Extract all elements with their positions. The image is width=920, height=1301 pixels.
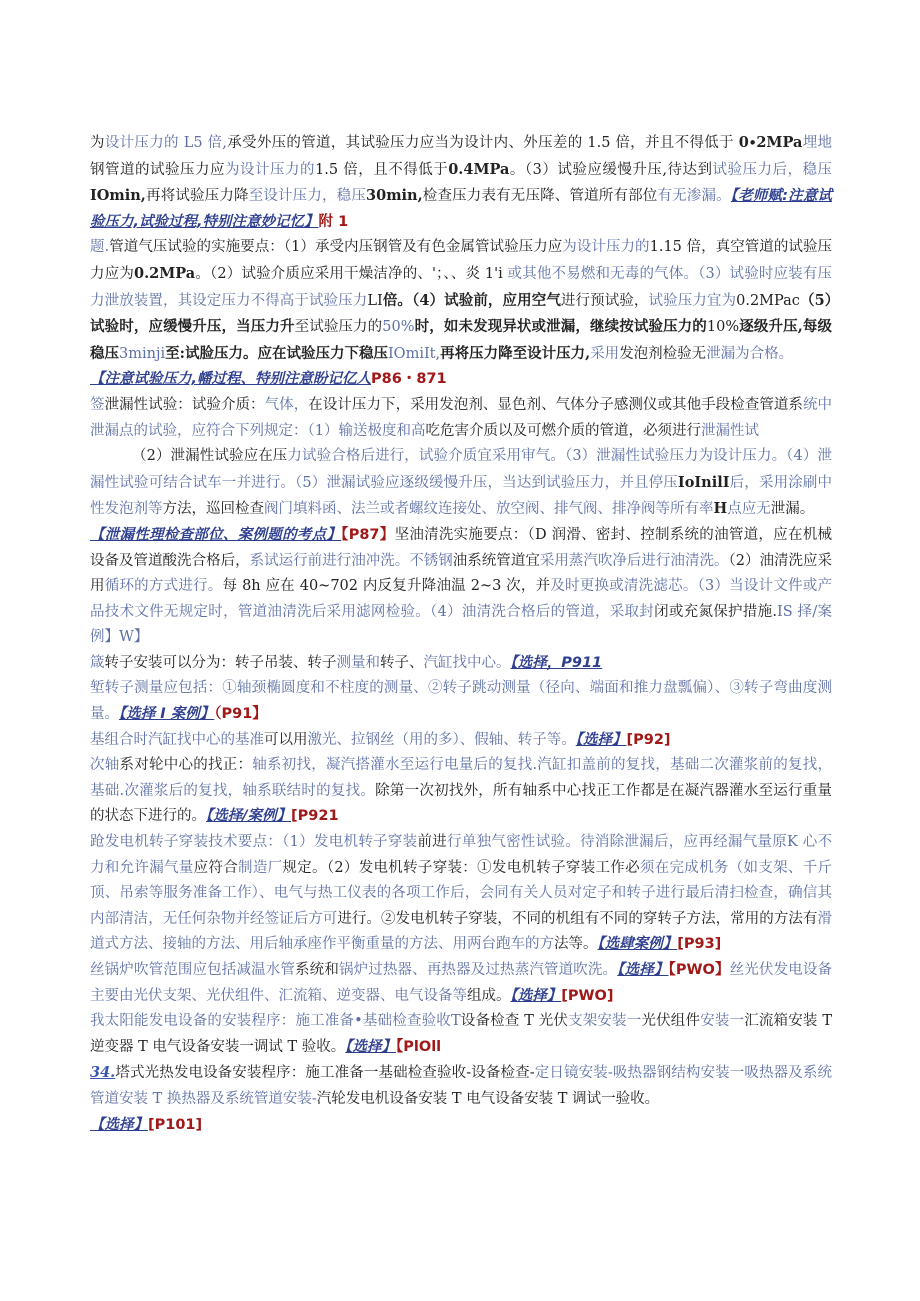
- paragraph-final-tag: [90, 1113, 832, 1139]
- text: 承受外压的管道，其试验压力应当为设计内、外压差的 1.5 倍，并且不得低于: [226, 135, 739, 151]
- text-bold: 时，如未发现异状或泄漏，继续按试验压力的: [414, 318, 707, 336]
- text-gray: 审气。（3）: [521, 448, 597, 465]
- paragraph-note: [90, 367, 832, 393]
- text: 汽轮发电机设备安装 T 电气设备安装 T 调试一验收。: [316, 1090, 660, 1107]
- text: 方法，巡回检查: [162, 501, 264, 518]
- text-gray: 箴: [90, 654, 105, 671]
- text-gray: 阀门填料函、法兰或者螺纹连接处、放空阀、排气阀、排净阀等所有率: [264, 501, 714, 518]
- text-gray: 气体，: [264, 396, 309, 413]
- page-ref: [P921: [291, 808, 339, 825]
- text: 光伏组件: [641, 1013, 701, 1030]
- text-gray: 为设计压力的: [562, 239, 650, 256]
- paragraph-rotor-measure: [90, 676, 832, 727]
- text: 1.5 倍，且不得低于: [315, 161, 449, 178]
- text: 10%: [706, 319, 740, 336]
- note-tag: 【泄漏性理检查部位、案例题的考点】: [90, 526, 342, 543]
- text-gray: 试验压力宜为: [648, 292, 737, 309]
- text-gray: 及时更换或清洗滤芯。（3）当设计文件或产品技术文件无规定时，管道油清洗后采: [90, 578, 833, 620]
- text: 0.2MPac: [736, 292, 800, 309]
- text-bold: 再将压力降至设计压力,: [440, 344, 591, 362]
- select-case-tag: 【选肆案例】: [597, 936, 678, 953]
- select-tag: 【选择，P911: [510, 654, 603, 671]
- page-ref: [P93]: [677, 936, 722, 953]
- text: 油系统管道宜: [452, 552, 540, 569]
- text: 。（2）试验介质应采用干燥洁净的、'；、、炎 1'i: [195, 265, 508, 282]
- paragraph-gas-test: [90, 235, 832, 367]
- page-ref: P86・871: [371, 371, 447, 388]
- text-gray: 3minji: [119, 345, 166, 362]
- page-ref: 附 1: [318, 213, 349, 230]
- text-gray: 滑道式: [90, 910, 833, 953]
- text-bold: H: [713, 500, 728, 518]
- text-gray: 循环的方式进行。: [104, 578, 223, 595]
- text: 转子安装可以分为：转子: [104, 654, 264, 671]
- text-gray: 制造厂: [238, 859, 283, 876]
- text-gray: 泄漏为合格。: [706, 345, 794, 362]
- text: 除第一次初找外，所有轴系中心找正工作都是在凝汽器灌水至运行重量的状态下进行的。: [90, 782, 833, 825]
- text-gray: 级缓慢升压，当达到试验压力，并且停压: [414, 474, 678, 491]
- text: 规定。（2）发电机转子穿装：①发电机转子穿装工作必: [282, 859, 640, 876]
- page-ref: [PWO]: [561, 987, 614, 1004]
- text: 泄漏。: [770, 501, 815, 518]
- text-gray: 泄漏性试: [700, 422, 759, 439]
- page-ref: 【PlOll: [396, 1038, 442, 1055]
- text-gray: 次轴: [90, 757, 120, 774]
- text-gray: 统中泄漏点的试验，应符合下列规定：（1）输送极度和高: [90, 396, 833, 439]
- text: 再将试验压力降: [145, 188, 249, 205]
- text-gray: 须在完成机务（如支架、千斤顶、吊索等服务准备工作）、电气与热工仪表的各项工作后，会同有关人员对定子和转子进行最后清扫检查，确信其内部清洁，无任何杂物并经签证后方可: [90, 859, 833, 927]
- text: 每 8h 应在 40~702 内反复升降油温 2~3 次，并: [222, 578, 551, 595]
- text: 1.15 倍，真空管道的试验压力应为: [90, 239, 833, 282]
- text-gray: 定日镜安装-吸热器钢结构安装一吸热器及系统管道安装 T 换热器及系统管道安装-: [90, 1065, 833, 1107]
- text-gray: 方法、接轴的方法、用后轴承座作平衡重量的方法、用两台跑车的方: [119, 936, 554, 953]
- paragraph-rotor-install: [90, 651, 832, 677]
- text-gray: 测量和: [336, 654, 380, 671]
- text-gray: 或其他不易燃和无毒的气体。（3）试验时应装有压力泄放装置，其设定压力不得高于试验压力: [90, 265, 833, 309]
- select-tag: 【选择】: [617, 962, 669, 978]
- text-bold: 逐级升压,每级稳压: [90, 318, 832, 362]
- page-ref: （P91】: [214, 706, 267, 723]
- text-gray: 我太阳能发电设备的安装程序：施工准备•基础检查验收: [90, 1013, 451, 1030]
- select-case-tag: 【选择 I 案例】: [119, 706, 215, 723]
- paragraph-solar-install: [90, 1009, 832, 1060]
- text-gray: 锅炉过热器、再热器及过热蒸汽管道吹洗。: [338, 962, 618, 978]
- text: 可以用: [264, 731, 308, 748]
- text-gray: 转子穿装: [358, 834, 418, 851]
- text: 钢管道的试验压力应: [90, 161, 226, 178]
- text-gray: 后，采用涂刷中性发泡剂等: [90, 474, 833, 518]
- paragraph-pressure-test: [90, 130, 832, 235]
- select-tag: 【选择】: [345, 1038, 397, 1055]
- select-tag: 【选择】: [575, 731, 627, 748]
- text: 设备检查 T 光伏: [460, 1013, 569, 1030]
- select-case-tag: 【选择/案例】: [206, 808, 292, 825]
- text: 进行。②发电机转子穿装，不同的机组有不同的穿转子方法，常用的方法有: [337, 910, 818, 927]
- text-gray: 不锈钢: [409, 552, 453, 569]
- text-gray: 点应无: [727, 501, 771, 518]
- text: 或其他手段检查管道系: [657, 396, 803, 413]
- text: 闭或充氮保护措施.: [654, 603, 777, 620]
- paragraph-boiler-pv: [90, 958, 832, 1009]
- paragraph-solar-thermal: [90, 1060, 832, 1112]
- text: 进行预试验，: [560, 292, 649, 309]
- text-gray: 由光伏支架、光伏组件、汇流箱、逆变器、电气设备等: [119, 987, 467, 1004]
- text-gray: 采用: [590, 345, 620, 362]
- text: 检查压力表有无压降、管道所有部位: [422, 188, 658, 205]
- text-bold: 至:试脸压力。应在试验压力下稳压: [165, 344, 388, 362]
- text-gray: 系试运行前进行油冲洗。: [249, 552, 410, 569]
- page-ref: 【P87】: [341, 526, 395, 543]
- text: 法等。: [554, 936, 598, 953]
- text: 在设计压力下，采用发泡剂、显色剂、气体分子感测仪: [308, 396, 658, 413]
- paragraph-generator-rotor: [90, 830, 832, 958]
- text-gray: 行单独气密性试验。待消除泄漏后，应再: [447, 834, 714, 851]
- text-gray: 泄漏性试验压力为设计压力。（4）泄漏性试验可: [90, 448, 832, 491]
- text-gray: 安装一: [700, 1013, 745, 1030]
- text-gray: 经漏气量原: [713, 834, 787, 851]
- text-gray: 丝锅: [90, 962, 120, 978]
- text-gray: 结合试车一并进行。（5）泄漏试验应逐: [163, 474, 415, 491]
- note-tag: 【注意试验压力,幡过程、特别注意盼记亿人: [90, 371, 372, 388]
- text-gray: 堑转子测量应包括：①轴颈椭圆度和不柱度的测量、②转子跳动测量（径向、端面和推力盘瓢偏）、③转子弯曲度测量。: [90, 680, 832, 723]
- text: （2）油清洗应采用: [90, 552, 833, 595]
- paragraph-shaft-alignment: [90, 753, 832, 830]
- text-bold: （5）试验时，应缓慢升压，当压力升: [90, 291, 833, 336]
- text-gray: 用滤网检验。（4）油清洗合格后的管道，采取封: [341, 603, 655, 620]
- paragraph-leak-test: [90, 393, 832, 444]
- text-gray: IOmiIt,: [387, 345, 441, 362]
- text-gray: 50%: [382, 319, 415, 336]
- text-bold: 倍。（4）试验前，应用空气: [382, 291, 561, 309]
- text: 泄漏性试验：试验介质：: [104, 396, 265, 413]
- text: 坚油清洗实施要点：（D 润滑、密封、控制系统的油管道，应在机械设备及管道酸洗合格后，: [90, 526, 833, 569]
- text: 吊装、转子: [264, 654, 337, 671]
- text-gray: 为设计压力的: [225, 161, 316, 178]
- text-gray: 试验压力后，稳压: [712, 161, 833, 178]
- text: 应符合: [193, 859, 239, 876]
- text-gray: 支架安装一: [568, 1013, 642, 1030]
- page-ref: 【PWO】: [668, 962, 730, 978]
- teacher-note-tag: 【老师赋:注意试验压力,试验过程,特别注意妙记忆】: [90, 188, 833, 230]
- text-gray: 至设计压力，稳压: [248, 188, 367, 205]
- item-number: 34.: [90, 1064, 116, 1082]
- text-gray: 基组合时汽缸找中心的基准: [90, 731, 264, 748]
- text-bold: 0.2MPa: [133, 264, 196, 282]
- text: 吃危害介质以及可燃介质的管道，必须进行: [425, 422, 701, 439]
- text: 至试验压力的: [294, 319, 383, 336]
- text: 汇流箱安装 T 逆变器 T 电气设备安装一调试 T 验收。: [90, 1013, 833, 1055]
- text-gray: T: [450, 1013, 461, 1030]
- text-bold: 0∙2MPa: [738, 134, 803, 151]
- text: 系统和: [295, 962, 339, 978]
- text-gray: 有无渗漏。: [657, 188, 731, 205]
- text: 转子、: [380, 654, 424, 671]
- text: 系对轮中心的找正：: [119, 757, 253, 774]
- text-gray: 签: [90, 396, 105, 413]
- select-tag: 【选择】: [90, 1116, 148, 1133]
- select-tag: 【选择】: [510, 987, 562, 1004]
- text-gray: 力试验合格后进行，试验介质宜采用: [287, 448, 522, 465]
- text-bold: IoInilI: [677, 473, 730, 491]
- paragraph-cylinder-center: [90, 728, 832, 754]
- text-bold: IOmin,: [90, 187, 146, 205]
- text: 塔式光热发电设备安装程序：施工准备一基础检查验收-设备检查-: [115, 1065, 535, 1082]
- text-bold: 30min,: [366, 187, 423, 205]
- document-body: [90, 130, 832, 1138]
- text-gray: 埋地: [802, 135, 833, 151]
- text-gray: 设计压力的 L5 倍,: [104, 135, 227, 151]
- page-ref: [P92]: [626, 731, 671, 748]
- text: 为: [90, 135, 105, 151]
- text-gray: 炉吹管范围应包括减温水管: [119, 962, 296, 978]
- page-ref: [P101]: [148, 1116, 203, 1133]
- text-gray: IS 择/案例】W】: [90, 603, 832, 646]
- text-gray: 激光、拉钢丝（用的多）、假轴、转子等。: [307, 731, 576, 748]
- text: 发泡剂检验无: [619, 345, 707, 362]
- text-gray: K 心不力和允许漏气量: [90, 834, 832, 876]
- text-gray: 跄发电机转子穿装技术要点：（1）发电机: [90, 834, 359, 851]
- text: （2）泄漏性试验应在压: [132, 448, 288, 465]
- text: 管道气压试验的实施要点：（1）承受内压钢管及有色金属管试验压力应: [109, 239, 563, 256]
- text-gray: 汽缸找中心。: [423, 654, 511, 671]
- text: 组成。: [467, 987, 511, 1004]
- text: LI: [367, 292, 383, 309]
- text: 前进: [417, 834, 448, 851]
- paragraph-oil-cleaning: [90, 523, 832, 651]
- text-gray: 题.: [90, 239, 110, 256]
- text-gray: 轴系初找，凝汽搭灌水至运行电量后的复找.汽缸扣盖前的复找，基础二次灌浆前的复找，基础.次灌浆后的复找，轴系联结时的复找。: [90, 757, 833, 799]
- paragraph-leak-test-2: [90, 444, 832, 523]
- text: 。（3）试验应缓慢升压,待达到: [509, 161, 713, 178]
- text-bold: 0.4MPa: [448, 160, 510, 178]
- text-gray: 丝光伏发电设备主要: [90, 962, 833, 1004]
- text-gray: 采用蒸汽吹净后进行油清洗。: [539, 552, 729, 569]
